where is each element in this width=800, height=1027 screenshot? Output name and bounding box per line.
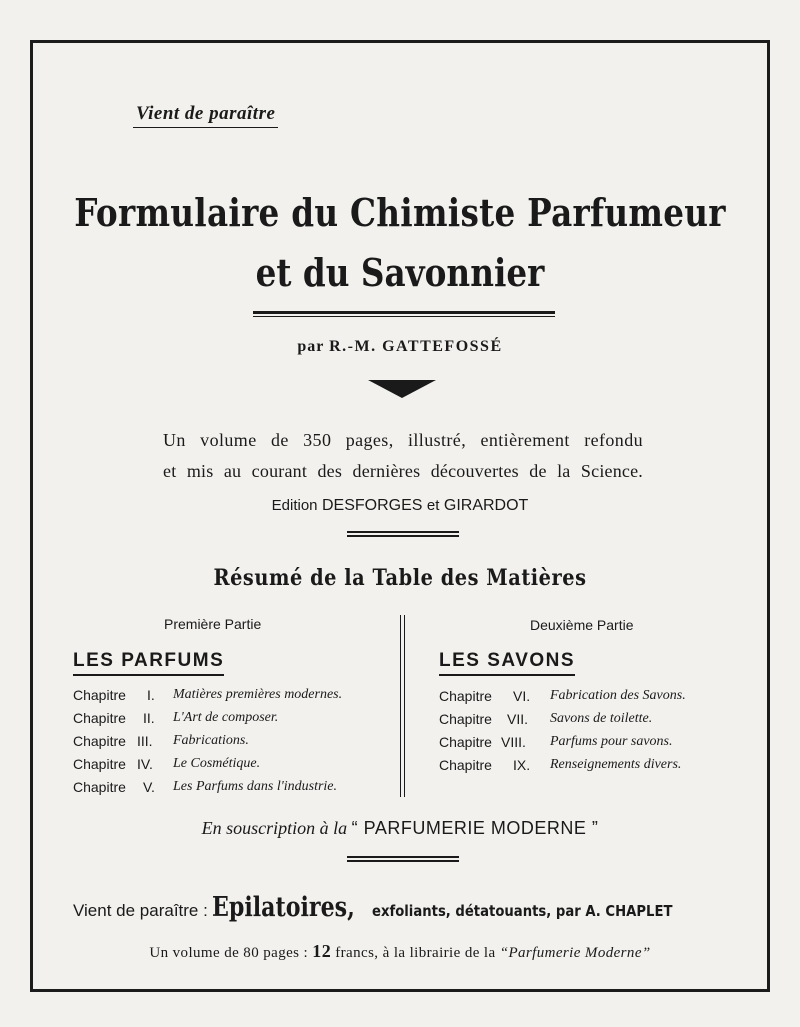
chapter-label: Chapitre [439, 711, 492, 727]
divider-rule [347, 531, 459, 533]
divider-rule [347, 535, 459, 537]
chapter-label: Chapitre [73, 710, 126, 726]
footer-librairie: francs, à la librairie de la [335, 945, 496, 961]
chapter-label: Chapitre [439, 734, 492, 750]
publisher-2: GIRARDOT [443, 497, 529, 514]
footer-prefix: Vient de paraître : [73, 901, 208, 920]
page-border [30, 40, 770, 992]
chapter-title: Le Cosmétique. [173, 756, 261, 771]
column-divider [400, 615, 401, 797]
description-line-1: Un volume de 350 pages, illustré, entièrement refondu [163, 430, 643, 450]
title-line-1: Formulaire du Chimiste Parfumeur [74, 190, 726, 235]
chapter-number: II. [143, 710, 155, 726]
section-title-parfums: LES PARFUMS [73, 650, 224, 676]
chapter-number: V. [143, 779, 155, 795]
description-line-2: et mis au courant des dernières découvertes de la Science. [163, 461, 643, 481]
author-prefix: par [297, 338, 325, 355]
chapter-number: VII. [507, 711, 529, 727]
right-partie: Deuxième Partie [530, 617, 634, 633]
chapter-label: Chapitre [73, 756, 126, 772]
chapter-title: Fabrication des Savons. [550, 688, 686, 703]
chapter-title: Fabrications. [173, 733, 249, 748]
author-name: R.-M. GATTEFOSSÉ [329, 338, 503, 355]
chapter-title: Matières premières modernes. [173, 687, 343, 702]
chapter-number: I. [147, 687, 155, 703]
subscription-name: “ PARFUMERIE MODERNE ” [351, 818, 599, 838]
chapter-number: VIII. [501, 734, 526, 750]
chapter-number: IV. [137, 756, 153, 772]
chapter-number: VI. [513, 688, 531, 704]
chapter-label: Chapitre [73, 779, 126, 795]
chapter-title: L'Art de composer. [173, 710, 279, 725]
toc-title: Résumé de la Table des Matières [213, 565, 587, 591]
footer-book-title: Epilatoires, [211, 892, 355, 923]
title-rule-thin [253, 316, 555, 317]
chapter-title: Renseignements divers. [550, 757, 682, 772]
title-rule [253, 311, 555, 314]
chapter-label: Chapitre [439, 688, 492, 704]
chapter-number: IX. [513, 757, 531, 773]
chapter-label: Chapitre [73, 733, 126, 749]
chapter-label: Chapitre [73, 687, 126, 703]
divider-rule [347, 856, 459, 858]
footer-volume: Un volume de 80 pages : [149, 945, 309, 961]
chapter-number: III. [137, 733, 153, 749]
edition-label: Edition [271, 497, 318, 514]
footer-volume-line [0, 941, 800, 962]
title-line-2: et du Savonnier [255, 250, 545, 295]
publisher-1: DESFORGES [321, 497, 423, 514]
footer-price: 12 [312, 941, 332, 961]
author-line [0, 338, 800, 356]
footer-magazine: “Parfumerie Moderne” [499, 945, 651, 961]
subscription-line [0, 818, 800, 839]
divider-rule [347, 860, 459, 862]
edition-line [0, 497, 800, 515]
footer-announcement [73, 892, 733, 923]
subscription-prefix: En souscription à la [201, 818, 348, 838]
chapter-title: Savons de toilette. [550, 711, 653, 726]
tagline: Vient de paraître [133, 103, 278, 128]
chapter-title: Les Parfums dans l'industrie. [173, 779, 338, 794]
triangle-ornament-icon [368, 380, 436, 400]
column-divider [404, 615, 405, 797]
section-title-savons: LES SAVONS [439, 650, 575, 676]
edition-conj: et [426, 497, 440, 514]
left-partie: Première Partie [164, 616, 262, 632]
footer-rest: exfoliants, détatouants, par A. CHAPLET [372, 902, 673, 920]
chapter-label: Chapitre [439, 757, 492, 773]
chapter-title: Parfums pour savons. [550, 734, 673, 749]
